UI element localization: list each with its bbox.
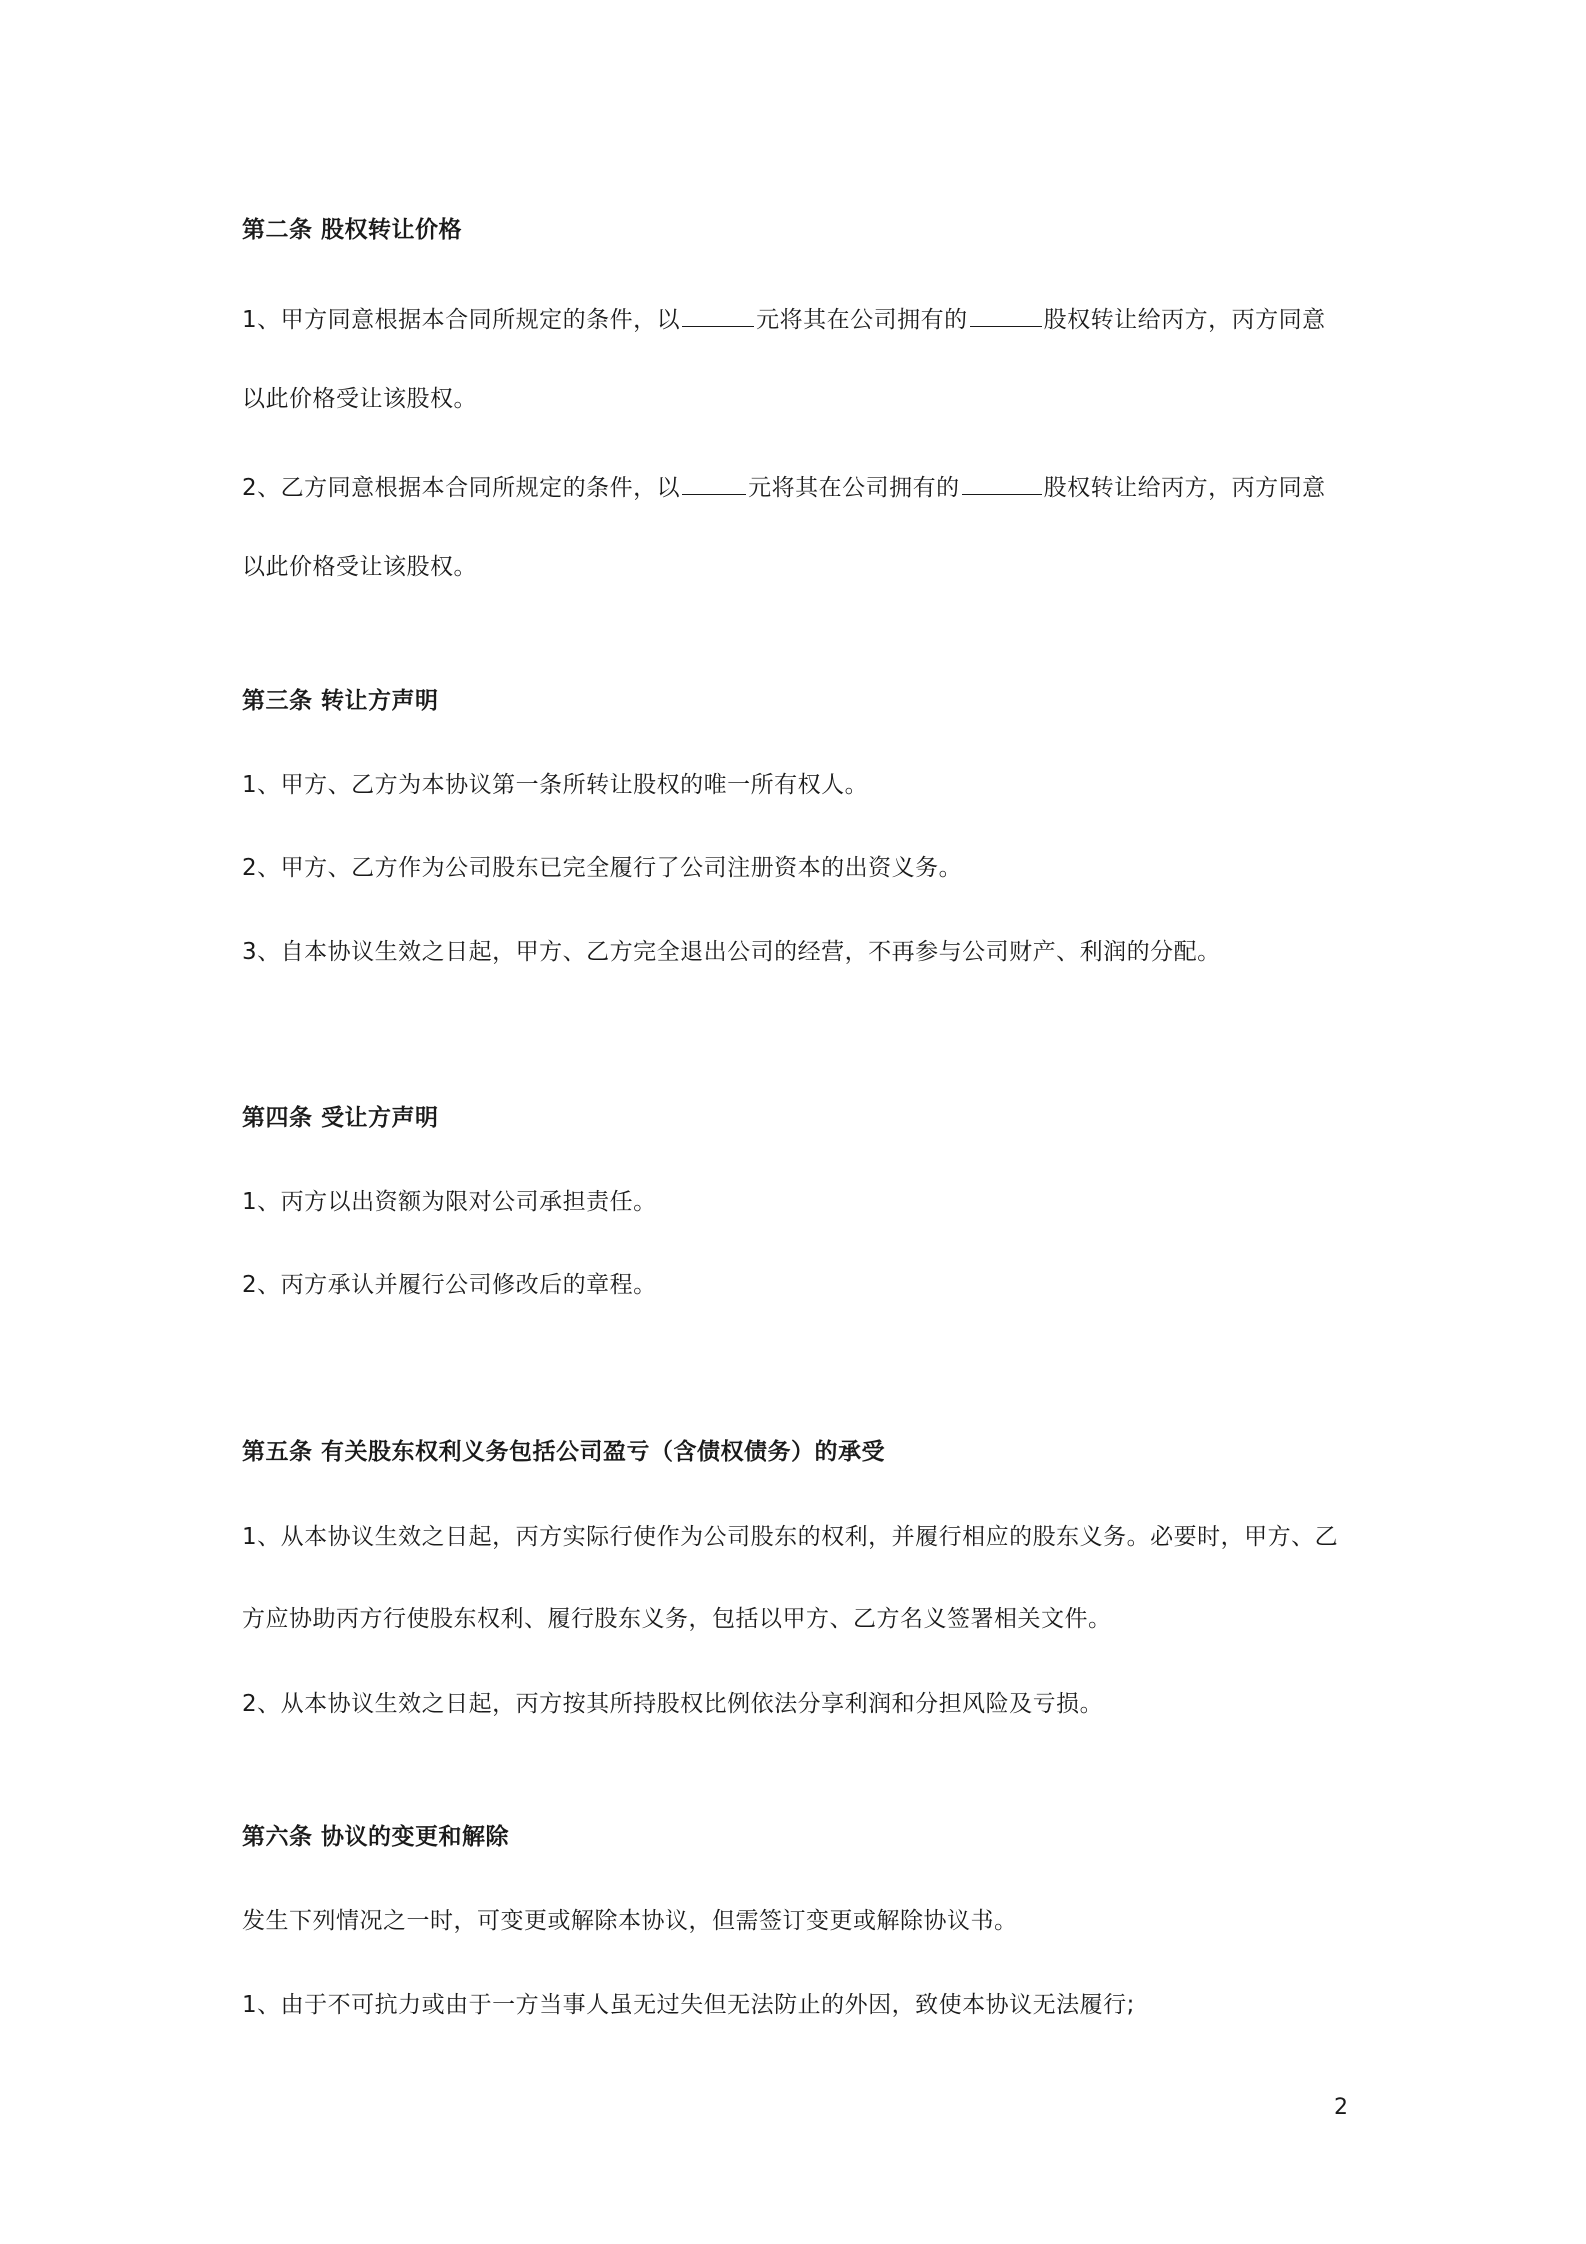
section-5-item: 1、从本协议生效之日起，丙方实际行使作为公司股东的权利，并履行相应的股东义务。必要时，甲方、乙 [242,1524,1339,1550]
section-3-item: 2、甲方、乙方作为公司股东已完全履行了公司注册资本的出资义务。 [242,855,963,881]
section-6-item: 发生下列情况之一时，可变更或解除本协议，但需签订变更或解除协议书。 [242,1908,1018,1934]
section-2-paragraph-2-cont: 以此价格受让该股权。 [242,554,477,580]
section-4-item: 2、丙方承认并履行公司修改后的章程。 [242,1272,657,1298]
section-2-heading: 第二条 股权转让价格 [242,217,463,243]
page-number: 2 [1334,2095,1348,2120]
blank-amount-field [682,470,746,495]
section-2-paragraph-1-cont: 以此价格受让该股权。 [242,386,477,412]
section-4-item: 1、丙方以出资额为限对公司承担责任。 [242,1189,657,1215]
section-6-heading: 第六条 协议的变更和解除 [242,1824,510,1850]
section-5-item: 2、从本协议生效之日起，丙方按其所持股权比例依法分享利润和分担风险及亏损。 [242,1691,1104,1717]
blank-amount-field [682,302,754,327]
section-4-heading: 第四条 受让方声明 [242,1105,439,1131]
paragraph-text: 1、甲方同意根据本合同所规定的条件，以 [242,307,681,333]
section-6-item: 1、由于不可抗力或由于一方当事人虽无过失但无法防止的外因，致使本协议无法履行; [242,1992,1135,2018]
paragraph-text: 2、乙方同意根据本合同所规定的条件，以 [242,475,681,501]
section-2-paragraph-2 [242,470,1326,503]
section-3-item: 3、自本协议生效之日起，甲方、乙方完全退出公司的经营，不再参与公司财产、利润的分配。 [242,939,1221,965]
paragraph-text: 股权转让给丙方，丙方同意 [1043,475,1326,501]
section-2-paragraph-1 [242,302,1326,335]
paragraph-text: 元将其在公司拥有的 [756,307,968,333]
blank-share-field [970,302,1042,327]
section-3-item: 1、甲方、乙方为本协议第一条所转让股权的唯一所有权人。 [242,772,869,798]
section-5-item: 方应协助丙方行使股东权利、履行股东义务，包括以甲方、乙方名义签署相关文件。 [242,1606,1112,1632]
section-3-heading: 第三条 转让方声明 [242,688,439,714]
section-5-heading: 第五条 有关股东权利义务包括公司盈亏（含债权债务）的承受 [242,1439,886,1465]
paragraph-text: 股权转让给丙方，丙方同意 [1043,307,1326,333]
paragraph-text: 元将其在公司拥有的 [748,475,960,501]
blank-share-field [962,470,1042,495]
